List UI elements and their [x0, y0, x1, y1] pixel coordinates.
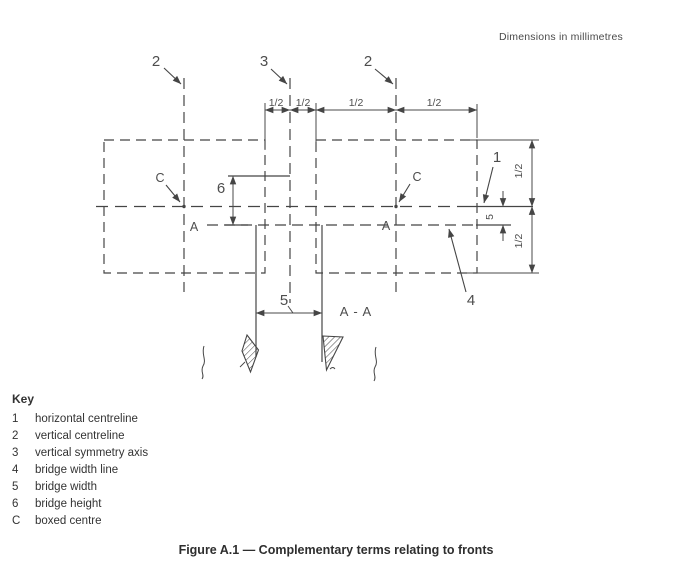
bridge-width-label: 5	[279, 292, 289, 309]
leader-c-left	[166, 185, 180, 202]
key-item-label: bridge height	[35, 498, 102, 510]
bridge-height-label: 6	[216, 180, 226, 197]
key-item-id: 2	[12, 430, 19, 442]
key-item-id: 4	[12, 464, 19, 476]
right-upper-half-label: 1/2	[513, 163, 525, 179]
top-dim-label-3: 1/2	[348, 97, 364, 109]
key-item-id: 5	[12, 481, 19, 493]
key-item-label: vertical centreline	[35, 430, 125, 442]
break-lines	[202, 346, 376, 381]
key-row	[12, 428, 148, 445]
dimensions-note: Dimensions in millimetres	[498, 31, 623, 43]
right-lower-half-label: 1/2	[513, 233, 525, 249]
leader-2-left	[164, 68, 181, 84]
bridge-width-label-tick	[288, 306, 293, 313]
break-line-right	[374, 347, 376, 381]
section-letter-right: A	[381, 219, 391, 233]
key-item-label: vertical symmetry axis	[35, 447, 149, 459]
leader-c-right	[399, 184, 410, 202]
break-line-left	[202, 346, 204, 379]
key	[12, 392, 148, 530]
key-item-id: 3	[12, 447, 19, 459]
key-item-label: bridge width	[35, 481, 98, 493]
key-item-id: 1	[12, 413, 19, 425]
key-item-id: 6	[12, 498, 19, 510]
top-dim-label-2: 1/2	[295, 97, 311, 109]
leader-2-right	[375, 69, 393, 84]
leader-3	[271, 69, 287, 84]
boxed-centre-label-left: C	[155, 171, 165, 185]
lens-section-right-mark	[330, 368, 335, 370]
key-row	[12, 411, 148, 428]
key-item-label: boxed centre	[35, 515, 102, 527]
callout-2-left: 2	[151, 53, 161, 70]
key-row	[12, 496, 148, 513]
centrelines	[96, 78, 533, 303]
key-row	[12, 462, 148, 479]
section-title: A - A	[339, 304, 373, 319]
leader-1	[484, 167, 493, 203]
key-row	[12, 479, 148, 496]
callout-1: 1	[492, 149, 502, 166]
lens-section-left-mark	[240, 362, 245, 367]
bridge-lines	[207, 176, 511, 362]
lens-section-right	[323, 336, 343, 370]
section-letter-left: A	[189, 220, 199, 234]
top-dim-label-4: 1/2	[426, 97, 442, 109]
callout-3: 3	[259, 53, 269, 70]
centreline-offset-label: 5	[484, 214, 496, 220]
top-dim-label-1: 1/2	[268, 97, 284, 109]
key-row	[12, 445, 148, 462]
callout-4: 4	[466, 292, 476, 309]
boxed-centre-label-right: C	[412, 170, 422, 184]
key-row	[12, 513, 148, 530]
leader-4	[449, 229, 466, 292]
key-item-label: horizontal centreline	[35, 413, 138, 425]
key-item-label: bridge width line	[35, 464, 119, 476]
key-item-id: C	[12, 515, 21, 527]
callout-2-right: 2	[363, 53, 373, 70]
key-title: Key	[12, 392, 35, 406]
boxed-centre-point-right	[394, 205, 397, 208]
boxed-centre-point-left	[182, 205, 185, 208]
figure-caption: Figure A.1 — Complementary terms relating to fronts	[178, 543, 494, 557]
top-dimension-chain	[265, 103, 477, 150]
